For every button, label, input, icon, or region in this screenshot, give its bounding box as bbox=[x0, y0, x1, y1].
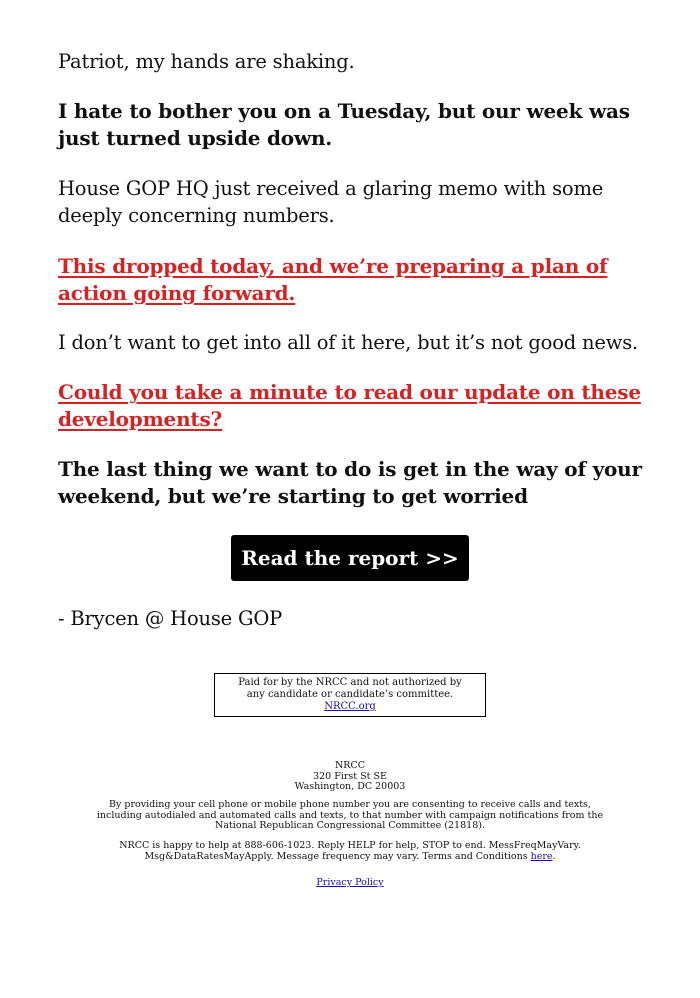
closing-bold-text: The last thing we want to do is get in the way of your weekend, but we’re starting to get worried bbox=[58, 457, 642, 508]
disclaimer-text: Paid for by the NRCC and not authorized by any candidate or candidate’s committee. bbox=[238, 677, 462, 700]
memo-paragraph: House GOP HQ just received a glaring memo with some deeply concerning numbers. bbox=[58, 177, 604, 227]
greeting-text: Patriot, my hands are shaking. bbox=[58, 50, 355, 73]
paid-for-disclaimer bbox=[214, 673, 486, 717]
not-good-news-paragraph: I don’t want to get into all of it here, but it’s not good news. bbox=[58, 331, 639, 354]
footer-address bbox=[95, 761, 605, 793]
footer-privacy bbox=[95, 878, 605, 889]
disclaimer-content bbox=[215, 677, 485, 713]
footer-help-text bbox=[95, 841, 605, 862]
footer-org: NRCC bbox=[334, 760, 365, 771]
signature-text: - Brycen @ House GOP bbox=[58, 607, 283, 630]
nrcc-org-link[interactable]: NRCC.org bbox=[324, 701, 376, 712]
footer-street: 320 First St SE bbox=[313, 770, 387, 782]
update-link-paragraph bbox=[58, 379, 658, 433]
help-text: NRCC is happy to help at 888-606-1023. Reply HELP for help, STOP to end. MessFreqMayVary. Msg&DataRatesMayApply. Message frequency may vary. Terms and Conditions bbox=[119, 840, 581, 862]
help-period: . bbox=[552, 850, 556, 862]
read-report-button[interactable]: Read the report >> bbox=[231, 535, 469, 581]
plan-link-paragraph bbox=[58, 253, 658, 307]
headline-text: I hate to bother you on a Tuesday, but our week was just turned upside down. bbox=[58, 99, 630, 150]
read-update-link[interactable]: Could you take a minute to read our update on these developments? bbox=[58, 380, 641, 431]
footer-city: Washington, DC 20003 bbox=[294, 781, 406, 792]
terms-conditions-link[interactable]: here bbox=[530, 850, 553, 862]
footer-consent-text: By providing your cell phone or mobile phone number you are consenting to receive calls and texts, including autodialed and automated calls and texts, to that number with campaign notifications from the National Republican Congressional Committee (21818). bbox=[96, 799, 604, 831]
privacy-policy-link[interactable]: Privacy Policy bbox=[316, 877, 384, 888]
plan-of-action-link[interactable]: This dropped today, and we’re preparing a plan of action going forward. bbox=[58, 254, 608, 305]
